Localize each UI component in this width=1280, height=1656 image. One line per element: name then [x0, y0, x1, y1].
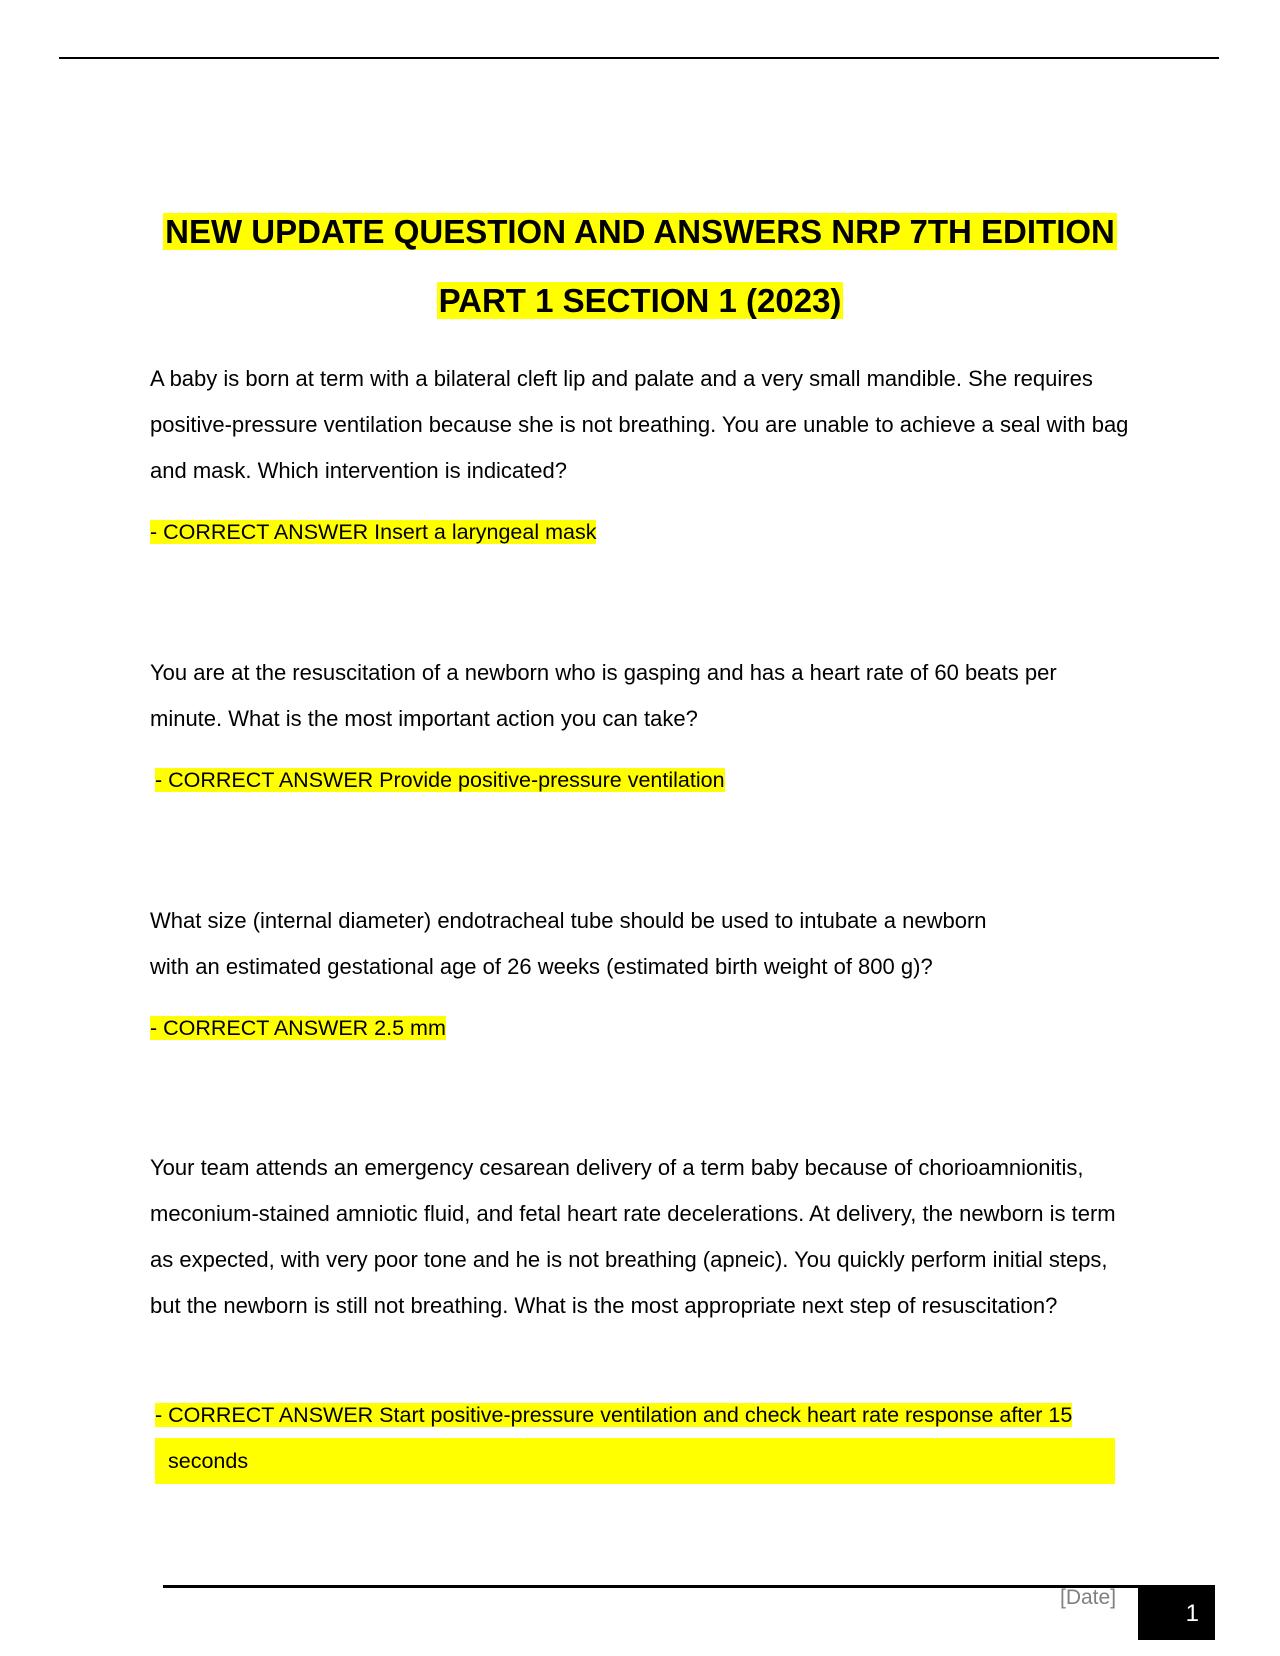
- header-rule: [59, 57, 1219, 59]
- title-line-2-text: PART 1 SECTION 1 (2023): [438, 282, 842, 319]
- answer-2-text: - CORRECT ANSWER Provide positive-pressure ventilation: [155, 768, 725, 792]
- question-4: Your team attends an emergency cesarean delivery of a term baby because of chorioamnionitis, meconium-stained amniotic fluid, and fetal heart rate decelerations. At delivery, the newborn is term as expected, with very poor tone and he is not breathing (apneic). You quickly perform initial steps, but the newborn is still not breathing. What is the most appropriate next step of resuscitation?: [150, 1155, 1116, 1318]
- footer-rule: [163, 1585, 1138, 1588]
- title-line-1-text: NEW UPDATE QUESTION AND ANSWERS NRP 7TH EDITION: [165, 213, 1115, 250]
- question-3: What size (internal diameter) endotracheal tube should be used to intubate a newborn with an estimated gestational age of 26 weeks (estimated birth weight of 800 g)?: [150, 908, 987, 979]
- answer-4-line-1: - CORRECT ANSWER Start positive-pressure ventilation and check heart rate response after 15: [155, 1403, 1073, 1427]
- answer-2: [155, 757, 725, 803]
- page-number-box: [1138, 1585, 1215, 1640]
- answer-4: [155, 1392, 1115, 1484]
- page-number: 1: [1185, 1600, 1199, 1627]
- footer-date: [Date]: [1060, 1586, 1117, 1609]
- answer-3: [150, 1005, 446, 1051]
- question-1: A baby is born at term with a bilateral cleft lip and palate and a very small mandible. She requires positive-pressure ventilation because she is not breathing. You are unable to achieve a seal with bag and mask. Which intervention is indicated?: [150, 366, 1129, 483]
- answer-1: [150, 509, 596, 555]
- answer-4-line-2-wrap: [155, 1438, 1115, 1484]
- question-2: You are at the resuscitation of a newborn who is gasping and has a heart rate of 60 beats per minute. What is the most important action you can take?: [150, 660, 1057, 731]
- answer-4-line-2: seconds: [168, 1449, 249, 1473]
- answer-3-text: - CORRECT ANSWER 2.5 mm: [150, 1016, 446, 1040]
- document-title-line-2: [0, 279, 1280, 323]
- document-title-line-1: [0, 210, 1280, 254]
- answer-1-text: - CORRECT ANSWER Insert a laryngeal mask: [150, 520, 597, 544]
